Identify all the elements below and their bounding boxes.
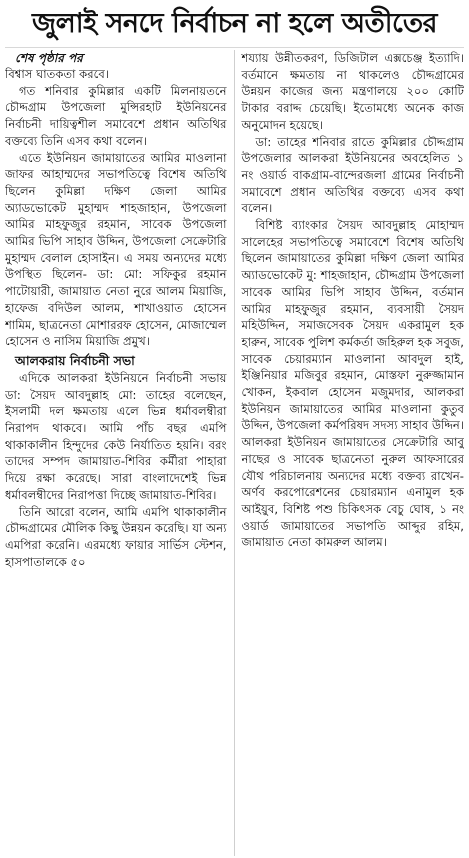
section-subhead: আলকরায় নির্বাচনী সভা [15, 352, 135, 368]
left-column [5, 50, 235, 856]
headline: জুলাই সনদে নির্বাচন না হলে অতীতের [5, 4, 464, 48]
paragraph-guests: বিশিষ্ট ব্যাংকার সৈয়দ আবদুল্লাহ মোহাম্মদ সালেহের সভাপতিত্বে সমাবেশে বিশেষ অতিথি ছিলেন জামায়াতের কুমিল্লা দক্ষিণ জেলা আমির অ্যাডভোকেট মু: শাহজাহান, চৌদ্দগ্রাম উপজেলা সাবেক আমির ভিপি সাহাব উদ্দিন, বর্তমান আমির মাহফুজুর রহমান, ব্যবসায়ী সৈয়দ মহিউদ্দিন, সমাজসেবক সৈয়দ একরামুল হক হারুন, সাবেক পুলিশ কর্মকর্তা জহিরুল হক সবুজ, সাবেক চেয়ারম্যান মাওলানা আবদুল হাই, ইঞ্জিনিয়ার মজিবুর রহমান, মোস্তফা নুরুজ্জামান খোকন, ইকবাল হোসেন মজুমদার, আলকরা ইউনিয়ন জামায়াতের আমির মাওলানা কুতুব উদ্দিন, উপজেলা কর্মপরিষদ সদস্য সাহাব উদ্দিন। আলকরা ইউনিয়ন জামায়াতের সেক্রেটারি আবু নাছের ও সাবেক ছাত্রনেতা নুরুল আফসারের যৌথ পরিচালনায় অন্যদের মধ্যে বক্তব্য রাখেন- অর্ণব করপোরেশনের চেয়ারম্যান এনামুল হক আইয়ুব, বিশিষ্ট পশু চিকিৎসক বেচু ঘোষ, ১ নং ওয়ার্ড জামায়াতের সভাপতি আব্দুর রহিম, জামায়াত নেতা কামরুল আলম। [241, 218, 464, 550]
paragraph-meeting: গত শনিবার কুমিল্লার একটি মিলনায়তনে চৌদ্দগ্রাম উপজেলা মুন্সিরহাট ইউনিয়নের নির্বাচনী দায়িত্বশীল সমাবেশে প্রধান অতিথির বক্তব্যে তিনি এসব কথা বলেন। [5, 83, 227, 148]
paragraph-rally: ডা: তাহের শনিবার রাতে কুমিল্লার চৌদ্দগ্রাম উপজেলার আলকরা ইউনিয়নের অবহেলিত ১ নং ওয়ার্ড বাকগ্রাম-বান্দেরজলা গ্রামের নির্বাচনী সমাবেশে প্রধান অতিথির বক্তব্যে এসব কথা বলেন। [241, 134, 464, 216]
paragraph-development: তিনি আরো বলেন, আমি এমপি থাকাকালীন চৌদ্দগ্রামের মৌলিক কিছু উন্নয়ন করেছি। যা অন্য এমপিরা করেনি। এরমধ্যে ফায়ার সার্ভিস স্টেশন, হাসপাতালকে ৫০ [5, 504, 227, 569]
paragraph-alkora-speech: এদিকে আলকরা ইউনিয়নে নির্বাচনী সভায় ডা: সৈয়দ আবদুল্লাহ মো: তাহের বলেছেন, ইসলামী দল ক্ষমতায় এলে ভিন্ন ধর্মাবলম্বীরা নিরাপদ থাকবে। আমি পাঁচ বছর এমপি থাকাকালীন হিন্দুদের কেউ নির্যাতিত হয়নি। বরং তাদের সম্পদ জামায়াত-শিবির কর্মীরা পাহারা দিয়ে রক্ষা করেছে। সারা বাংলাদেশেই ভিন্ন ধর্মাবলম্বীদের নিরাপত্তা দিচ্ছে জামায়াত-শিবির। [5, 370, 227, 502]
paragraph-attendees: এতে ইউনিয়ন জামায়াতের আমির মাওলানা জাফর আহাম্মদের সভাপতিত্বে বিশেষ অতিথি ছিলেন কুমিল্লা দক্ষিণ জেলা আমির অ্যাডভোকেট মুহাম্মদ শাহজাহান, উপজেলা আমির মাহফুজুর রহমান, সাবেক উপজেলা আমির ভিপি সাহাব উদ্দিন, উপজেলা সেক্রেটারি মুহাম্মদ বেলাল হোসাইন। এ সময় অন্যদের মধ্যে উপস্থিত ছিলেন- ডা: মো: সফিকুর রহমান পাটোয়ারী, জামায়াত নেতা নুরে আলম মিয়াজি, হাফেজ বদিউল আলম, শাখাওয়াত হোসেন শামিম, ছাত্রনেতা মোশাররফ হোসেন, মোজাম্মেল হোসেন ও নাসিম মিয়াজি প্রমুখ। [5, 150, 227, 349]
paragraph-continued: শয্যায় উন্নীতকরণ, ডিজিটাল এক্সচেঞ্জ ইত্যাদি। বর্তমানে ক্ষমতায় না থাকলেও চৌদ্দগ্রামের উন্নয়ন কাজের জন্য মন্ত্রণালয়ে ২০০ কোটি টাকার বরাদ্দ চেয়েছি। ইতোমধ্যে অনেক কাজ অনুমোদন হয়েছে। [241, 51, 464, 132]
continued-from-label: শেষ পৃষ্ঠার পর [15, 51, 83, 65]
article-body [5, 50, 464, 856]
right-column [235, 50, 465, 856]
opening-line: বিশ্বাস ঘাতকতা করবে। [5, 67, 109, 81]
